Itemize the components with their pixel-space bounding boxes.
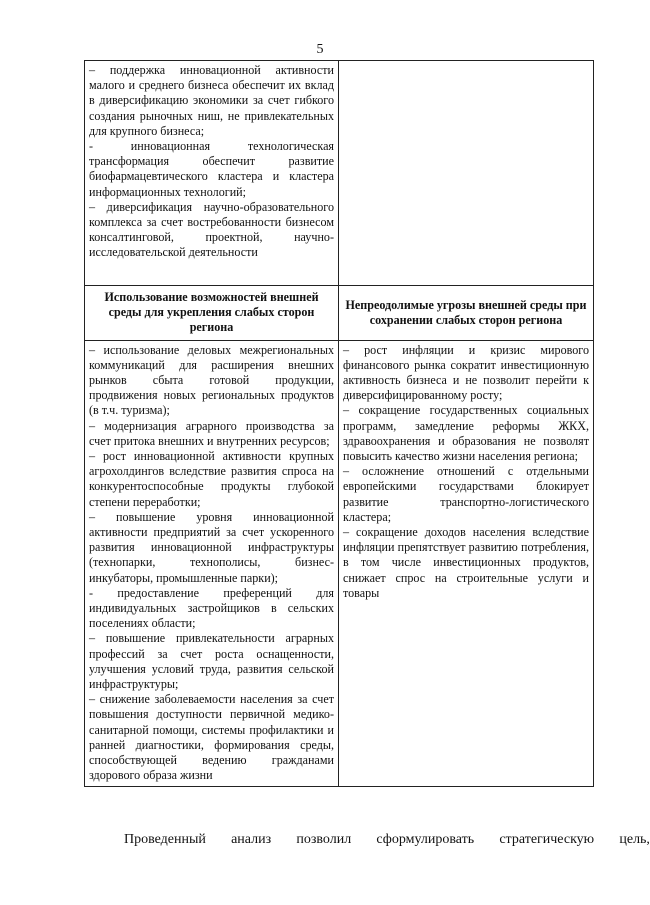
list-item: – повышение уровня инновационной активности предприятий за счет ускоренного развития инновационной инфраструктуры (технопарки, технополисы, бизнес-инкубаторы, промышленные парки); (89, 509, 334, 585)
list-item: – сокращение государственных социальных программ, замедление реформы ЖКХ, здравоохранения и образования не позволят повысить качество жизни населения региона; (343, 403, 589, 464)
table-row (85, 61, 594, 286)
list-item: – снижение заболеваемости населения за счет повышения доступности первичной медико-санитарной помощи, системы профилактики и ранней диагностики, формирования среды, способствующей ведению гражданами здорового образа жизни (89, 692, 334, 783)
page-number: 5 (316, 42, 324, 57)
list-item: – осложнение отношений с отдельными европейскими государствами блокирует развитие транспортно-логистического кластера; (343, 464, 589, 524)
list-item: – повышение привлекательности аграрных профессий за счет роста оснащенности, улучшения условий труда, развития сельской инфраструктуры; (89, 631, 334, 692)
list-item: - предоставление преференций для индивидуальных застройщиков в сельских поселениях области; (89, 585, 334, 631)
table-row (85, 340, 594, 786)
threats-weaknesses-header: Непреодолимые угрозы внешней среды при сохранении слабых сторон региона (339, 286, 594, 341)
opportunities-weaknesses-header: Использование возможностей внешней среды для укрепления слабых сторон региона (85, 286, 339, 341)
header-row (85, 286, 594, 341)
strengths-opportunities-cell (85, 61, 339, 286)
word: цель, (619, 832, 650, 847)
list-item: – диверсификация научно-образовательного комплекса за счет востребованности бизнесом консалтинговой, проектной, научно-исследовательской деятельности (89, 199, 334, 260)
word: анализ (231, 832, 272, 847)
word: стратегическую (499, 832, 595, 847)
list-item: – поддержка инновационной активности малого и среднего бизнеса обеспечит их вклад в диверсификацию экономики за счет гибкого создания рыночных ниш, не привлекательных для крупного бизнеса; (89, 63, 334, 138)
opportunities-weaknesses-cell (85, 340, 339, 786)
empty-right-cell (339, 61, 594, 286)
body-paragraph-start (84, 832, 650, 848)
list-item: – сокращение доходов населения вследствие инфляции препятствует развитию потребления, в том числе инвестиционных продуктов, снижает спрос на строительные услуги и товары (343, 525, 589, 600)
word: позволил (296, 832, 352, 847)
threats-weaknesses-cell (339, 340, 594, 786)
list-item: – рост инновационной активности крупных агрохолдингов вследствие развития спроса на конкурентоспособные продукты глубокой степени переработки; (89, 449, 334, 509)
word: сформулировать (376, 832, 475, 847)
swot-table (84, 60, 594, 787)
list-item: – рост инфляции и кризис мирового финансового рынка сократит инвестиционную активность бизнеса и не позволит перейти к диверсифицированному росту; (343, 342, 589, 403)
word: Проведенный (124, 832, 206, 847)
list-item: - инновационная технологическая трансформация обеспечит развитие биофармацевтического кластера и кластера информационных технологий; (89, 139, 334, 199)
list-item: – использование деловых межрегиональных коммуникаций для расширения внешних рынков сбыта готовой продукции, продвижения новых региональных продуктов (в т.ч. туризма); (89, 342, 334, 418)
list-item: – модернизация аграрного производства за счет притока внешних и внутренних ресурсов; (89, 418, 334, 448)
